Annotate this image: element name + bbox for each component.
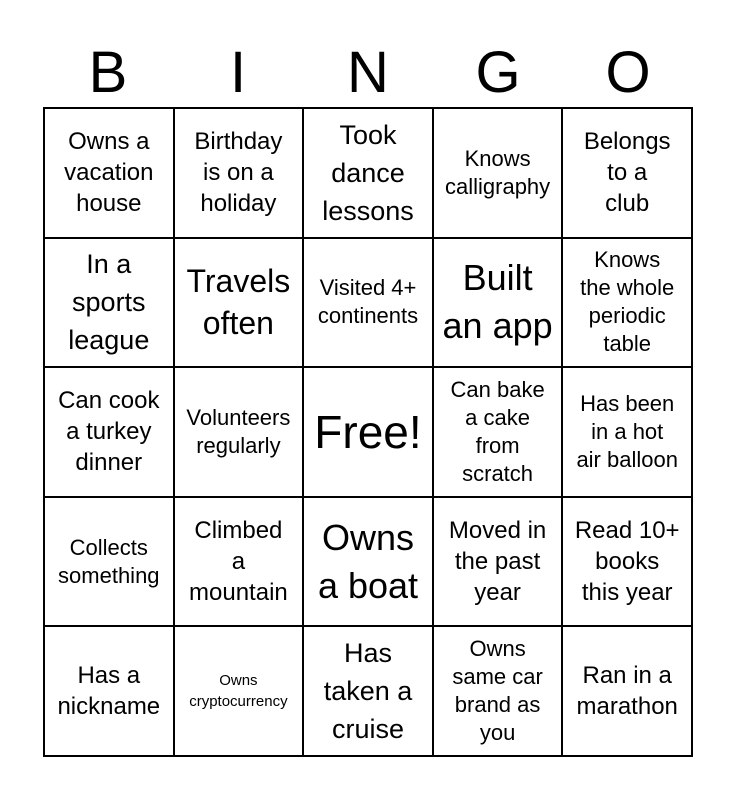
bingo-header <box>43 40 693 106</box>
cell-text: Ran in a marathon <box>576 662 678 721</box>
cell-text: Has been in a hot air balloon <box>576 390 678 472</box>
cell-text: Can cook a turkey dinner <box>58 387 160 477</box>
cell-text: In a sports league <box>68 249 150 356</box>
cell-text: Knows calligraphy <box>445 145 551 199</box>
bingo-cell-o3[interactable] <box>563 368 693 498</box>
cell-text: Has a nickname <box>57 662 161 721</box>
bingo-cell-b3[interactable] <box>45 368 175 498</box>
bingo-cell-g1[interactable] <box>434 109 564 239</box>
cell-text: Climbed a mountain <box>189 517 288 607</box>
cell-text: Owns a vacation house <box>64 128 154 218</box>
bingo-cell-g3[interactable] <box>434 368 564 498</box>
bingo-cell-i2[interactable] <box>175 239 305 369</box>
header-letter-o: O <box>605 40 651 105</box>
header-letter-n: N <box>347 40 389 105</box>
bingo-cell-i4[interactable] <box>175 498 305 628</box>
bingo-cell-n3[interactable] <box>304 368 434 498</box>
cell-text: Volunteers regularly <box>186 404 291 458</box>
header-letter-b: B <box>88 40 128 105</box>
bingo-cell-o4[interactable] <box>563 498 693 628</box>
cell-text: Can bake a cake from scratch <box>450 376 545 486</box>
bingo-cell-i3[interactable] <box>175 368 305 498</box>
bingo-cell-b5[interactable] <box>45 627 175 757</box>
bingo-cell-i5[interactable] <box>175 627 305 757</box>
cell-text: Collects something <box>58 534 160 588</box>
cell-text: Birthday is on a holiday <box>194 128 283 218</box>
bingo-cell-g4[interactable] <box>434 498 564 628</box>
bingo-cell-n2[interactable] <box>304 239 434 369</box>
free-space: Free! <box>314 405 422 458</box>
bingo-cell-o2[interactable] <box>563 239 693 369</box>
cell-text: Knows the whole periodic table <box>580 247 675 357</box>
cell-text: Moved in the past year <box>448 517 547 607</box>
bingo-cell-n1[interactable] <box>304 109 434 239</box>
bingo-cell-b1[interactable] <box>45 109 175 239</box>
header-letter-i: I <box>229 40 247 105</box>
header-letter-g: G <box>475 40 521 105</box>
bingo-cell-g2[interactable] <box>434 239 564 369</box>
bingo-cell-n5[interactable] <box>304 627 434 757</box>
bingo-cell-o5[interactable] <box>563 627 693 757</box>
bingo-cell-n4[interactable] <box>304 498 434 628</box>
bingo-board <box>43 107 693 757</box>
cell-text: Took dance lessons <box>322 119 414 226</box>
cell-text: Visited 4+ continents <box>317 275 419 329</box>
cell-text: Read 10+ books this year <box>574 517 680 607</box>
cell-text: Owns a boat <box>317 516 419 606</box>
cell-text: Built an app <box>442 257 553 347</box>
cell-text: Owns cryptocurrency <box>189 672 288 711</box>
bingo-cell-g5[interactable] <box>434 627 564 757</box>
bingo-cell-o1[interactable] <box>563 109 693 239</box>
cell-text: Owns same car brand as you <box>452 636 543 746</box>
bingo-cell-b4[interactable] <box>45 498 175 628</box>
cell-text: Travels often <box>186 263 291 342</box>
cell-text: Has taken a cruise <box>323 638 413 745</box>
bingo-cell-i1[interactable] <box>175 109 305 239</box>
bingo-cell-b2[interactable] <box>45 239 175 369</box>
cell-text: Belongs to a club <box>583 128 671 218</box>
